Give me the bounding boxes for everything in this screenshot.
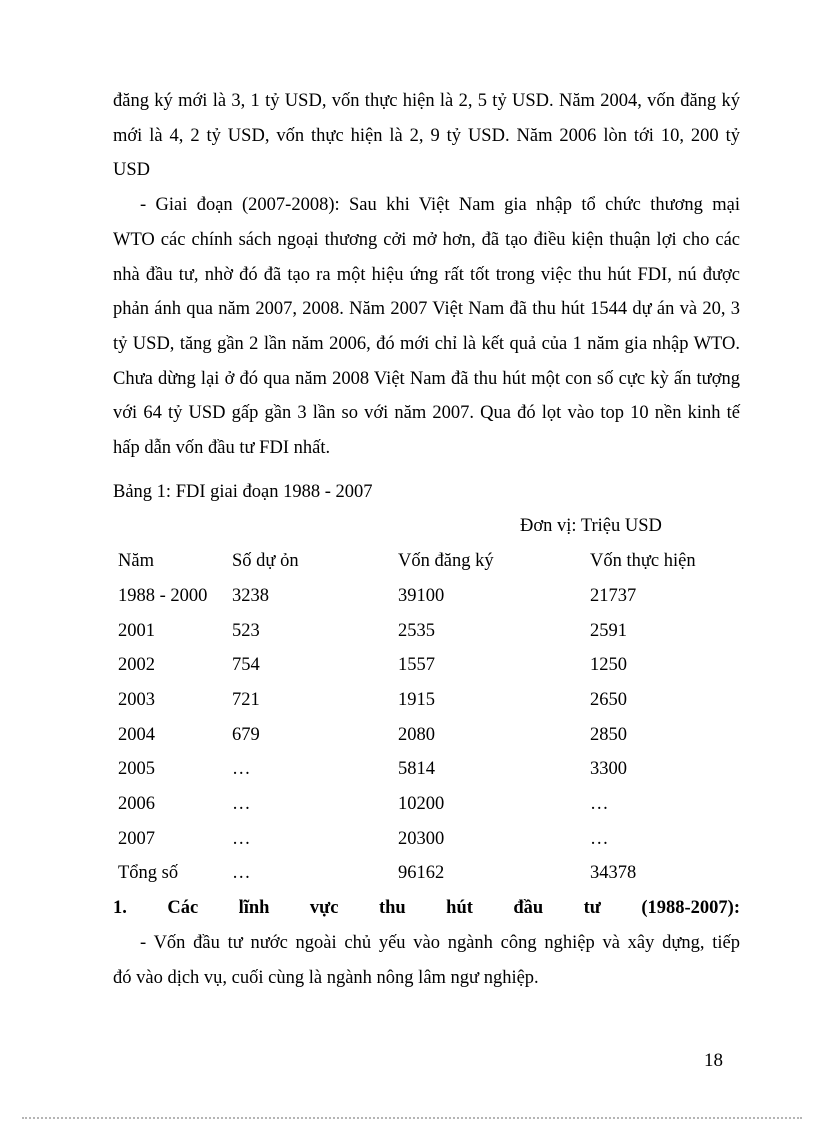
table-cell: 679: [232, 724, 260, 745]
table-row: [113, 648, 740, 683]
table-cell: 2007: [118, 828, 155, 849]
table-row: [113, 683, 740, 718]
table-cell: 1557: [398, 655, 435, 676]
table-caption: Bảng 1: FDI giai đoạn 1988 - 2007: [113, 481, 373, 502]
paragraph-fdi-2004-2006: [113, 84, 740, 188]
table-cell: 754: [232, 655, 260, 676]
table-cell: 21737: [590, 585, 637, 606]
table-cell: 34378: [590, 863, 637, 884]
table-row: [113, 579, 740, 614]
table-header-row: [113, 544, 740, 579]
table-cell: 3300: [590, 759, 627, 780]
table-row: [113, 856, 740, 891]
table-row: [113, 752, 740, 787]
table-cell: 1915: [398, 689, 435, 710]
page-edge-dotted-line: [22, 1117, 802, 1119]
paragraph-line: với 64 tỷ USD gấp gần 3 lần so với năm 2007. Qua đó lọt vào top 10 nền kinh tế: [113, 403, 740, 424]
paragraph-line: WTO các chính sách ngoại thương cởi mở hơn, đã tạo điều kiện thuận lợi cho các: [113, 229, 740, 250]
table-cell: 523: [232, 620, 260, 641]
table-cell: 2002: [118, 655, 155, 676]
table-cell: 2591: [590, 620, 627, 641]
paragraph-line: hấp dẫn vốn đầu tư FDI nhất.: [113, 438, 331, 459]
table-cell: …: [590, 828, 609, 849]
table-column-header: Năm: [118, 551, 154, 572]
table-cell: 2080: [398, 724, 435, 745]
paragraph-line: phản ánh qua năm 2007, 2008. Năm 2007 Việt Nam đã thu hút 1544 dự án và 20, 3: [113, 299, 740, 320]
table-cell: 2001: [118, 620, 155, 641]
paragraph-line: đó vào dịch vụ, cuối cùng là ngành nông lâm ngư nghiệp.: [113, 967, 539, 988]
paragraph-line: tỷ USD, tăng gần 2 lần năm 2006, đó mới chỉ là kết quả của 1 năm gia nhập WTO.: [113, 333, 740, 354]
paragraph-giai-doan-2007-2008: [113, 188, 740, 466]
paragraph-line: mới là 4, 2 tỷ USD, vốn thực hiện là 2, 9 tỷ USD. Năm 2006 lòn tới 10, 200 tỷ: [113, 125, 740, 146]
fdi-table: [113, 544, 740, 891]
paragraph-line: nhà đầu tư, nhờ đó đã tạo ra một hiệu ứng rất tốt trong việc thu hút FDI, nú được: [113, 264, 740, 285]
table-row: [113, 718, 740, 753]
paragraph-line: đăng ký mới là 3, 1 tỷ USD, vốn thực hiện là 2, 5 tỷ USD. Năm 2004, vốn đăng ký: [113, 91, 740, 111]
table-cell: 10200: [398, 794, 445, 815]
paragraph-line: - Vốn đầu tư nước ngoài chủ yếu vào ngành công nghiệp và xây dựng, tiếp: [140, 932, 740, 953]
table-column-header: Số dự ỏn: [232, 551, 299, 572]
table-cell: 96162: [398, 863, 445, 884]
table-cell: 2006: [118, 794, 155, 815]
table-cell: …: [232, 794, 251, 815]
table-cell: 2535: [398, 620, 435, 641]
table-cell: …: [232, 828, 251, 849]
paragraph-line: USD: [113, 160, 151, 181]
paragraph-linh-vuc: [113, 926, 740, 995]
table-cell: 2003: [118, 689, 155, 710]
section-paragraphs: [113, 926, 740, 995]
table-cell: 39100: [398, 585, 445, 606]
table-cell: 1250: [590, 655, 627, 676]
table-cell: 20300: [398, 828, 445, 849]
table-column-header: Vốn đăng ký: [398, 551, 494, 572]
paragraph-line: - Giai đoạn (2007-2008): Sau khi Việt Nam gia nhập tổ chức thương mại: [140, 195, 740, 216]
table-cell: 1988 - 2000: [118, 585, 208, 606]
table-cell: 2005: [118, 759, 155, 780]
table-cell: 2004: [118, 724, 155, 745]
table-row: [113, 614, 740, 649]
table-column-header: Vốn thực hiện: [590, 551, 696, 572]
page-content: [113, 84, 740, 995]
table-cell: …: [590, 794, 609, 815]
table-cell: 2650: [590, 689, 627, 710]
table-unit-label: Đơn vị: Triệu USD: [520, 516, 662, 537]
table-cell: 721: [232, 689, 260, 710]
section-heading: 1. Các lĩnh vực thu hút đầu tư (1988-2007):: [113, 898, 740, 919]
table-cell: …: [232, 759, 251, 780]
body-paragraphs: [113, 84, 740, 466]
table-cell: …: [232, 863, 251, 884]
table-row: [113, 822, 740, 857]
page-number: 18: [704, 1050, 723, 1071]
table-body: [113, 579, 740, 891]
table-cell: 5814: [398, 759, 435, 780]
paragraph-line: Chưa dừng lại ở đó qua năm 2008 Việt Nam đã thu hút một con số cực kỳ ấn tượng: [113, 368, 740, 389]
table-row: [113, 787, 740, 822]
table-cell: 3238: [232, 585, 269, 606]
table-cell: 2850: [590, 724, 627, 745]
table-cell: Tổng số: [118, 863, 179, 884]
